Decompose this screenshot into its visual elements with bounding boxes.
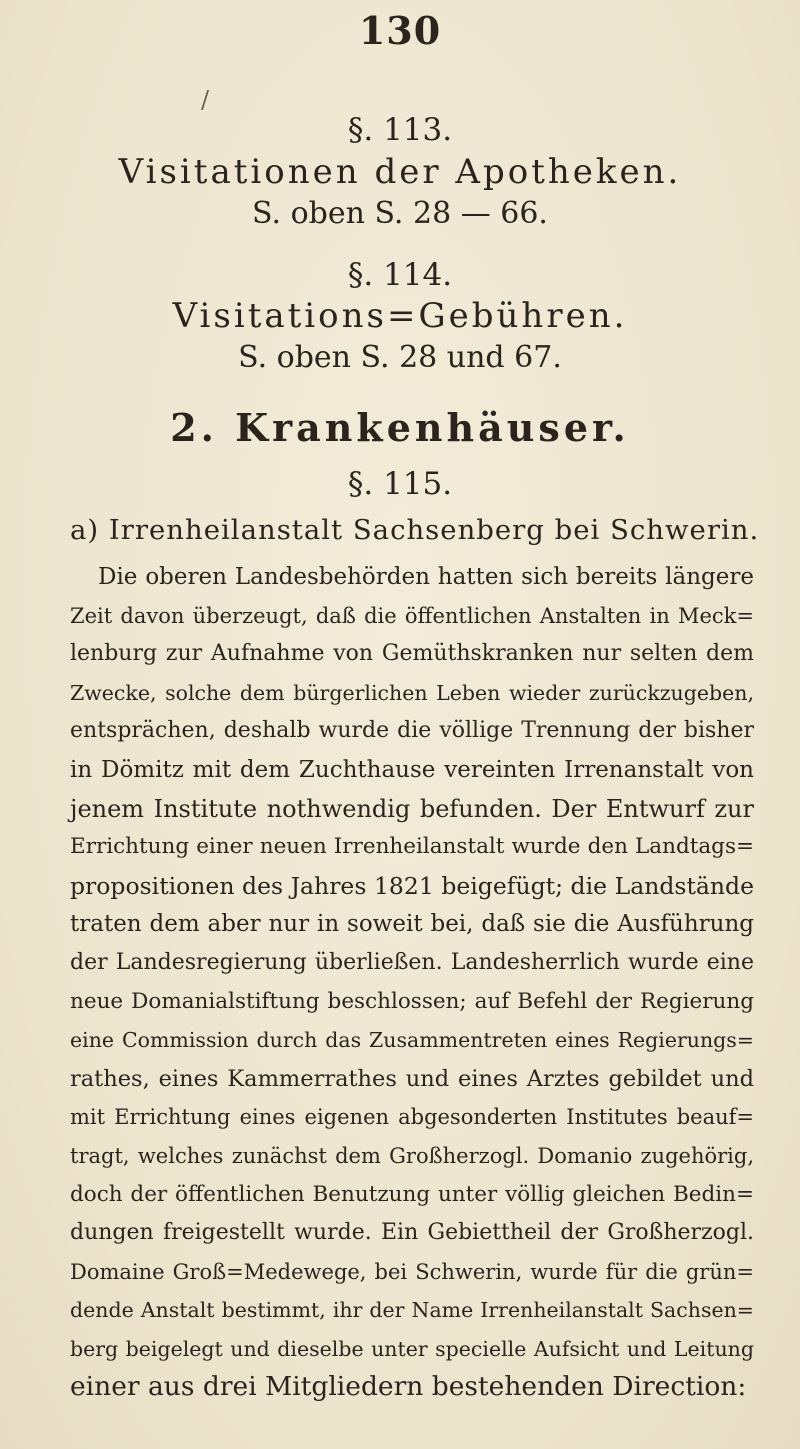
- section-114-title: Visitations=Gebühren.: [172, 296, 628, 336]
- body-line: Domaine Groß=Medewege, bei Schwerin, wurde für die grün=: [70, 1259, 754, 1284]
- body-line: tragt, welches zunächst dem Großherzogl. Domanio zugehörig,: [70, 1143, 754, 1168]
- body-line: eine Commission durch das Zusammentreten eines Regierungs=: [70, 1028, 754, 1053]
- section-113-title: Visitationen der Apotheken.: [118, 152, 682, 192]
- section-115-subheading: a) Irrenheilanstalt Sachsenberg bei Schwerin.: [70, 514, 760, 546]
- section-113-reference: S. oben S. 28 — 66.: [252, 196, 548, 231]
- body-line: berg beigelegt und dieselbe unter specielle Aufsicht und Leitung: [70, 1336, 754, 1361]
- body-line: rathes, eines Kammerrathes und eines Arztes gebildet und: [70, 1065, 754, 1092]
- body-line: neue Domanialstiftung beschlossen; auf Befehl der Regierung: [70, 988, 754, 1014]
- body-line: dungen freigestellt wurde. Ein Gebiettheil der Großherzogl.: [70, 1220, 754, 1246]
- body-line: Die oberen Landesbehörden hatten sich bereits längere: [98, 564, 754, 590]
- page-number: 130: [358, 8, 442, 53]
- body-line: mit Errichtung eines eigenen abgesonderten Institutes beauf=: [70, 1105, 754, 1130]
- body-line: dende Anstalt bestimmt, ihr der Name Irrenheilanstalt Sachsen=: [70, 1298, 754, 1323]
- chapter-title: 2. Krankenhäuser.: [170, 405, 630, 450]
- body-line: Errichtung einer neuen Irrenheilanstalt wurde den Landtags=: [70, 834, 754, 860]
- section-114-number: §. 114.: [347, 257, 453, 293]
- stray-mark: /: [201, 86, 210, 114]
- section-115-body: [70, 558, 754, 1407]
- section-113-number: §. 113.: [347, 112, 453, 148]
- body-line: der Landesregierung überließen. Landesherrlich wurde eine: [70, 949, 754, 975]
- section-115-number: §. 115.: [347, 466, 453, 502]
- section-114-reference: S. oben S. 28 und 67.: [238, 340, 562, 375]
- body-line: in Dömitz mit dem Zuchthause vereinten Irrenanstalt von: [70, 756, 754, 783]
- body-line: entsprächen, deshalb wurde die völlige Trennung der bisher: [70, 718, 754, 744]
- body-line: lenburg zur Aufnahme von Gemüthskranken nur selten dem: [70, 641, 754, 667]
- body-line: jenem Institute nothwendig befunden. Der Entwurf zur: [70, 794, 754, 823]
- body-line: traten dem aber nur in soweit bei, daß sie die Ausführung: [70, 911, 754, 938]
- body-line: Zeit davon überzeugt, daß die öffentlichen Anstalten in Meck=: [70, 603, 754, 628]
- body-line: Zwecke, solche dem bürgerlichen Leben wieder zurückzugeben,: [70, 680, 754, 705]
- body-line: einer aus drei Mitgliedern bestehenden Direction:: [70, 1371, 747, 1403]
- body-line: propositionen des Jahres 1821 beigefügt; die Landstände: [70, 871, 754, 900]
- body-line: doch der öffentlichen Benutzung unter völlig gleichen Bedin=: [70, 1181, 754, 1207]
